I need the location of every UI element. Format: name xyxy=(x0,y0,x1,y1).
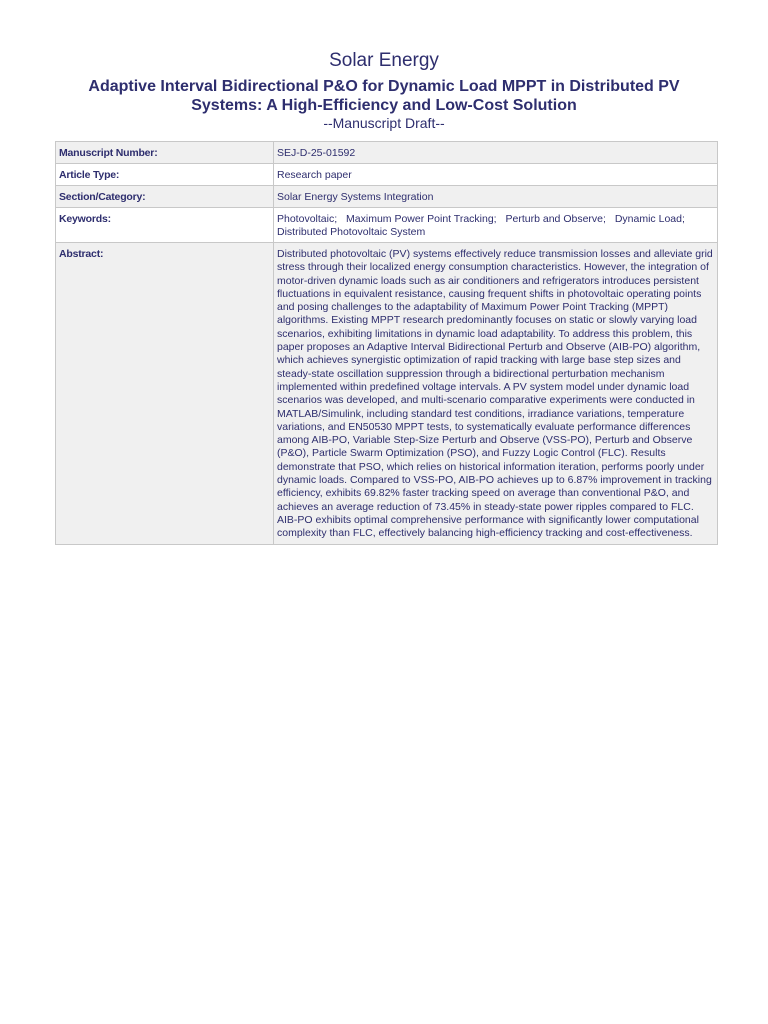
abstract-label: Abstract: xyxy=(56,243,274,545)
keywords-label: Keywords: xyxy=(56,208,274,243)
section-category-label: Section/Category: xyxy=(56,186,274,208)
keyword: Photovoltaic; xyxy=(277,213,338,225)
table-row-manuscript-number xyxy=(56,142,718,164)
section-category-value: Solar Energy Systems Integration xyxy=(274,186,718,208)
article-type-value: Research paper xyxy=(274,164,718,186)
keyword: Maximum Power Point Tracking; xyxy=(346,213,497,225)
keyword: Dynamic Load; xyxy=(614,213,685,225)
manuscript-title: Adaptive Interval Bidirectional P&O for Dynamic Load MPPT in Distributed PV Systems: A High-Efficiency and Low-Cost Solution xyxy=(88,78,680,114)
manuscript-number-label: Manuscript Number: xyxy=(56,142,274,164)
keyword: Distributed Photovoltaic System xyxy=(277,226,426,238)
table-row-abstract xyxy=(56,243,718,545)
keyword: Perturb and Observe; xyxy=(505,213,606,225)
abstract-text: Distributed photovoltaic (PV) systems effectively reduce transmission losses and alleviate grid stress through their localized energy consumption characteristics. However, the integration of motor-driven dynamic loads such as air conditioners and refrigerators introduces persistent fluctuations in equivalent resistance, causing frequent shifts in photovoltaic operating points and posing challenges to the adaptability of Maximum Power Point Tracking (MPPT) algorithms. Existing MPPT research predominantly focuses on static or slowly varying load scenarios, exhibiting limitations in dynamic load adaptability. To address this problem, this paper proposes an Adaptive Interval Bidirectional Perturb and Observe (AIB-PO) algorithm, which achieves synergistic optimization of rapid tracking with large base step sizes and steady-state oscillation suppression through a bidirectional perturbation mechanism implemented within predefined voltage intervals. A PV system model under dynamic load scenarios was developed, and multi-scenario comparative experiments were conducted in MATLAB/Simulink, including standard test conditions, irradiance variations, temperature variations, and EN50530 MPPT tests, to systematically evaluate performance differences among AIB-PO, Variable Step-Size Perturb and Observe (VSS-PO), Perturb and Observe (P&O), Particle Swarm Optimization (PSO), and Fuzzy Logic Control (FLC). Results demonstrate that PSO, which relies on historical information iteration, performs poorly under dynamic loads. Compared to VSS-PO, AIB-PO achieves up to 6.87% improvement in tracking efficiency, exhibits 69.82% faster tracking speed on average than conventional P&O, and achieves an average reduction of 73.45% in steady-state power ripples compared to FLC. AIB-PO exhibits optimal comprehensive performance with significantly lower computational complexity than FLC, effectively balancing high-efficiency tracking and cost-effectiveness. xyxy=(274,243,718,545)
document-header xyxy=(0,50,768,131)
table-row-section-category xyxy=(56,186,718,208)
manuscript-details-table xyxy=(55,141,718,545)
draft-label: --Manuscript Draft-- xyxy=(323,115,445,131)
table-row-keywords xyxy=(56,208,718,243)
keywords-value xyxy=(274,208,718,243)
journal-title: Solar Energy xyxy=(329,50,439,71)
manuscript-number-value: SEJ-D-25-01592 xyxy=(274,142,718,164)
table-row-article-type xyxy=(56,164,718,186)
article-type-label: Article Type: xyxy=(56,164,274,186)
